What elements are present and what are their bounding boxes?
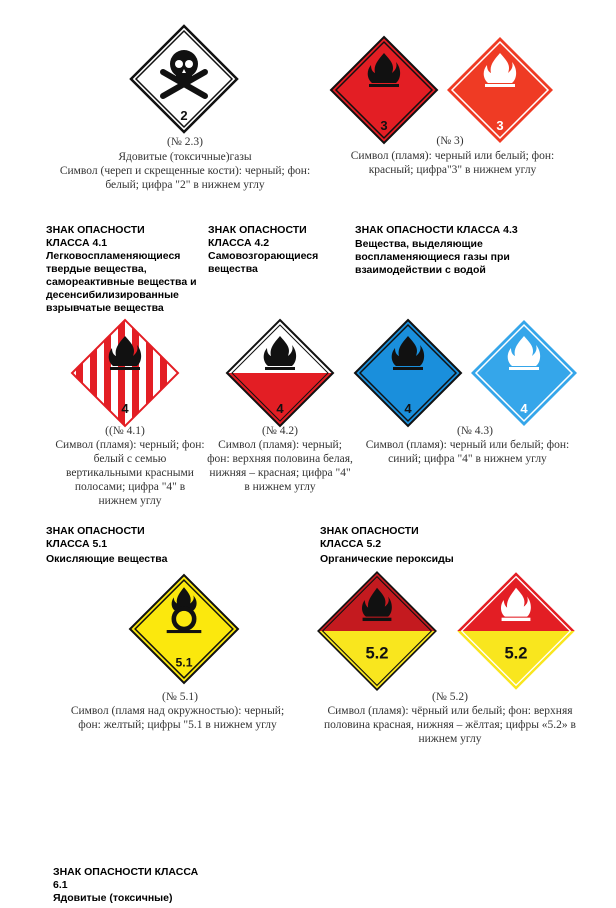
class-3-diamond-sign-white-flame	[445, 35, 555, 145]
class-5-2-subtitle: Органические пероксиды	[320, 553, 454, 565]
class-4-1-diamond-sign	[70, 318, 180, 428]
class-5-1-subtitle: Окисляющие вещества	[46, 553, 168, 565]
class-2-3-diamond-sign	[129, 24, 239, 134]
class-4-3-digit-a: 4	[404, 401, 412, 416]
class-2-3-title: Ядовитые (токсичные)газы	[118, 151, 252, 163]
class-4-2-heading: ЗНАК ОПАСНОСТИ КЛАССА 4.2	[208, 224, 307, 249]
class-4-3-heading: ЗНАК ОПАСНОСТИ КЛАССА 4.3	[355, 224, 518, 236]
class-3-number: (№ 3)	[436, 135, 464, 147]
class-4-1-subtitle: Легковоспламеняющиеся твердые вещества, самореактивные вещества и десенсибилизированные взрывчатые вещества	[46, 250, 197, 314]
class-5-1-diamond-sign	[128, 573, 240, 685]
class-4-3-digit-b: 4	[520, 401, 528, 416]
class-5-2-diamond-sign-black-flame	[316, 570, 438, 692]
class-5-2-diamond-sign-white-flame	[455, 570, 577, 692]
class-4-1-digit: 4	[121, 401, 129, 416]
class-5-2-description: Символ (пламя): чёрный или белый; фон: верхняя половина красная, нижняя – жёлтая; цифры «5.2» в нижнем углу	[323, 705, 576, 745]
class-3-diamond-sign-black-flame	[329, 35, 439, 145]
class-4-3-diamond-sign-white-flame	[469, 318, 579, 428]
class-5-2-number: (№ 5.2)	[432, 691, 468, 703]
class-4-2-subtitle: Самовозгорающиеся вещества	[208, 250, 319, 275]
class-6-1-subtitle: Ядовитые (токсичные)	[53, 892, 173, 904]
class-5-2-digit-b: 5.2	[504, 643, 528, 663]
class-6-1-heading: ЗНАК ОПАСНОСТИ КЛАССА 6.1	[53, 866, 199, 891]
class-4-1-number: ((№ 4.1)	[105, 425, 145, 437]
class-3-description: Символ (пламя): черный или белый; фон: красный; цифра"3" в нижнем углу	[350, 150, 555, 176]
class-4-3-number: (№ 4.3)	[457, 425, 493, 437]
class-2-3-number: (№ 2.3)	[167, 136, 203, 148]
class-4-3-description: Символ (пламя): черный или белый; фон: синий; цифра "4" в нижнем углу	[365, 439, 570, 465]
class-4-2-description: Символ (пламя): черный; фон: верхняя половина белая, нижняя – красная; цифра "4" в нижнем углу	[207, 439, 353, 493]
class-4-1-heading: ЗНАК ОПАСНОСТИ КЛАССА 4.1	[46, 224, 145, 249]
class-3-digit-a: 3	[380, 118, 388, 133]
class-5-2-heading: ЗНАК ОПАСНОСТИ КЛАССА 5.2	[320, 525, 419, 550]
class-4-2-digit: 4	[276, 401, 284, 416]
class-4-2-diamond-sign	[225, 318, 335, 428]
class-2-3-digit: 2	[180, 108, 188, 123]
class-4-1-description: Символ (пламя): черный; фон: белый с семью вертикальными красными полосами; цифра "4" в нижнем углу	[55, 439, 205, 507]
class-5-1-digit: 5.1	[175, 655, 193, 670]
class-4-3-subtitle: Вещества, выделяющие воспламеняющиеся газы при взаимодействии с водой	[355, 238, 510, 276]
class-5-1-heading: ЗНАК ОПАСНОСТИ КЛАССА 5.1	[46, 525, 145, 550]
class-5-1-number: (№ 5.1)	[162, 691, 198, 703]
class-4-3-diamond-sign-black-flame	[353, 318, 463, 428]
class-5-2-digit-a: 5.2	[365, 643, 389, 663]
class-5-1-description: Символ (пламя над окружностью): черный; фон: желтый; цифры "5.1 в нижнем углу	[70, 705, 285, 731]
class-4-2-number: (№ 4.2)	[262, 425, 298, 437]
class-3-digit-b: 3	[496, 118, 504, 133]
class-2-3-description: Символ (череп и скрещенные кости): черный; фон: белый; цифра "2" в нижнем углу	[59, 165, 311, 191]
